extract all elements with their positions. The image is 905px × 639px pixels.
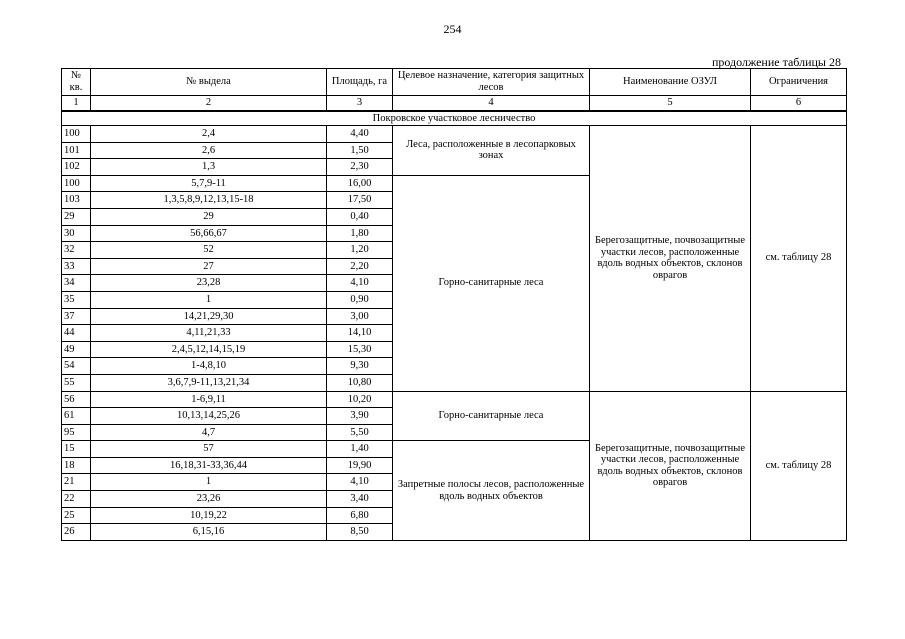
- vydel-cell: 1: [91, 474, 327, 491]
- page-number: 254: [443, 22, 462, 36]
- vydel-cell: 4,11,21,33: [91, 325, 327, 342]
- vydel-cell: 3,6,7,9-11,13,21,34: [91, 374, 327, 391]
- vydel-cell: 56,66,67: [91, 225, 327, 242]
- header-ozul: Наименование ОЗУЛ: [590, 69, 751, 96]
- quarter-cell: 100: [62, 175, 91, 192]
- area-cell: 1,50: [327, 142, 393, 159]
- section-row: [62, 111, 847, 126]
- purpose-cell: Горно-санитарные леса: [393, 175, 590, 391]
- quarter-cell: 35: [62, 291, 91, 308]
- purpose-cell: Леса, расположенные в лесопарковых зонах: [393, 126, 590, 176]
- area-cell: 1,80: [327, 225, 393, 242]
- limits-cell: см. таблицу 28: [751, 391, 847, 540]
- vydel-cell: 2,6: [91, 142, 327, 159]
- area-cell: 6,80: [327, 507, 393, 524]
- column-number: 1: [62, 96, 91, 112]
- vydel-cell: 1-4,8,10: [91, 358, 327, 375]
- quarter-cell: 21: [62, 474, 91, 491]
- column-number-row: [62, 96, 847, 112]
- header-purpose: Целевое назначение, категория защитных лесов: [393, 69, 590, 96]
- area-cell: 3,00: [327, 308, 393, 325]
- quarter-cell: 26: [62, 524, 91, 541]
- area-cell: 4,40: [327, 126, 393, 143]
- quarter-cell: 37: [62, 308, 91, 325]
- vydel-cell: 27: [91, 258, 327, 275]
- quarter-cell: 15: [62, 441, 91, 458]
- quarter-cell: 44: [62, 325, 91, 342]
- area-cell: 17,50: [327, 192, 393, 209]
- area-cell: 14,10: [327, 325, 393, 342]
- table-row: [62, 391, 847, 408]
- quarter-cell: 100: [62, 126, 91, 143]
- area-cell: 10,20: [327, 391, 393, 408]
- quarter-cell: 56: [62, 391, 91, 408]
- quarter-cell: 49: [62, 341, 91, 358]
- area-cell: 10,80: [327, 374, 393, 391]
- area-cell: 3,40: [327, 491, 393, 508]
- quarter-cell: 25: [62, 507, 91, 524]
- column-number: 6: [751, 96, 847, 112]
- column-number: 2: [91, 96, 327, 112]
- area-cell: 4,10: [327, 474, 393, 491]
- vydel-cell: 10,13,14,25,26: [91, 408, 327, 425]
- protected-forests-table: [61, 68, 847, 541]
- header-vydel: № выдела: [91, 69, 327, 96]
- quarter-cell: 55: [62, 374, 91, 391]
- area-cell: 8,50: [327, 524, 393, 541]
- vydel-cell: 1-6,9,11: [91, 391, 327, 408]
- area-cell: 19,90: [327, 457, 393, 474]
- quarter-cell: 102: [62, 159, 91, 176]
- header-area: Площадь, га: [327, 69, 393, 96]
- quarter-cell: 33: [62, 258, 91, 275]
- quarter-cell: 29: [62, 208, 91, 225]
- ozul-cell: Берегозащитные, почвозащитные участки лесов, расположенные вдоль водных объектов, склонов оврагов: [590, 391, 751, 540]
- purpose-cell: Горно-санитарные леса: [393, 391, 590, 441]
- vydel-cell: 57: [91, 441, 327, 458]
- area-cell: 0,90: [327, 291, 393, 308]
- vydel-cell: 2,4: [91, 126, 327, 143]
- quarter-cell: 18: [62, 457, 91, 474]
- quarter-cell: 101: [62, 142, 91, 159]
- area-cell: 15,30: [327, 341, 393, 358]
- area-cell: 2,30: [327, 159, 393, 176]
- vydel-cell: 14,21,29,30: [91, 308, 327, 325]
- area-cell: 3,90: [327, 408, 393, 425]
- header-kv: № кв.: [62, 69, 91, 96]
- area-cell: 5,50: [327, 424, 393, 441]
- area-cell: 2,20: [327, 258, 393, 275]
- vydel-cell: 52: [91, 242, 327, 259]
- limits-cell: см. таблицу 28: [751, 126, 847, 392]
- vydel-cell: 5,7,9-11: [91, 175, 327, 192]
- vydel-cell: 16,18,31-33,36,44: [91, 457, 327, 474]
- table-continuation-label: продолжение таблицы 28: [711, 55, 841, 69]
- quarter-cell: 30: [62, 225, 91, 242]
- purpose-cell: Запретные полосы лесов, расположенные вдоль водных объектов: [393, 441, 590, 541]
- quarter-cell: 54: [62, 358, 91, 375]
- vydel-cell: 1,3,5,8,9,12,13,15-18: [91, 192, 327, 209]
- vydel-cell: 29: [91, 208, 327, 225]
- quarter-cell: 32: [62, 242, 91, 259]
- area-cell: 1,40: [327, 441, 393, 458]
- column-number: 5: [590, 96, 751, 112]
- vydel-cell: 1,3: [91, 159, 327, 176]
- header-limits: Ограничения: [751, 69, 847, 96]
- area-cell: 0,40: [327, 208, 393, 225]
- area-cell: 16,00: [327, 175, 393, 192]
- table-row: [62, 126, 847, 143]
- quarter-cell: 22: [62, 491, 91, 508]
- column-number: 4: [393, 96, 590, 112]
- area-cell: 9,30: [327, 358, 393, 375]
- vydel-cell: 1: [91, 291, 327, 308]
- section-title: Покровское участковое лесничество: [62, 111, 847, 126]
- quarter-cell: 95: [62, 424, 91, 441]
- vydel-cell: 2,4,5,12,14,15,19: [91, 341, 327, 358]
- area-cell: 1,20: [327, 242, 393, 259]
- vydel-cell: 23,28: [91, 275, 327, 292]
- quarter-cell: 61: [62, 408, 91, 425]
- vydel-cell: 6,15,16: [91, 524, 327, 541]
- quarter-cell: 103: [62, 192, 91, 209]
- vydel-cell: 10,19,22: [91, 507, 327, 524]
- quarter-cell: 34: [62, 275, 91, 292]
- vydel-cell: 23,26: [91, 491, 327, 508]
- column-number: 3: [327, 96, 393, 112]
- ozul-cell: Берегозащитные, почвозащитные участки лесов, расположенные вдоль водных объектов, склонов оврагов: [590, 126, 751, 392]
- table-header-row: [62, 69, 847, 96]
- vydel-cell: 4,7: [91, 424, 327, 441]
- area-cell: 4,10: [327, 275, 393, 292]
